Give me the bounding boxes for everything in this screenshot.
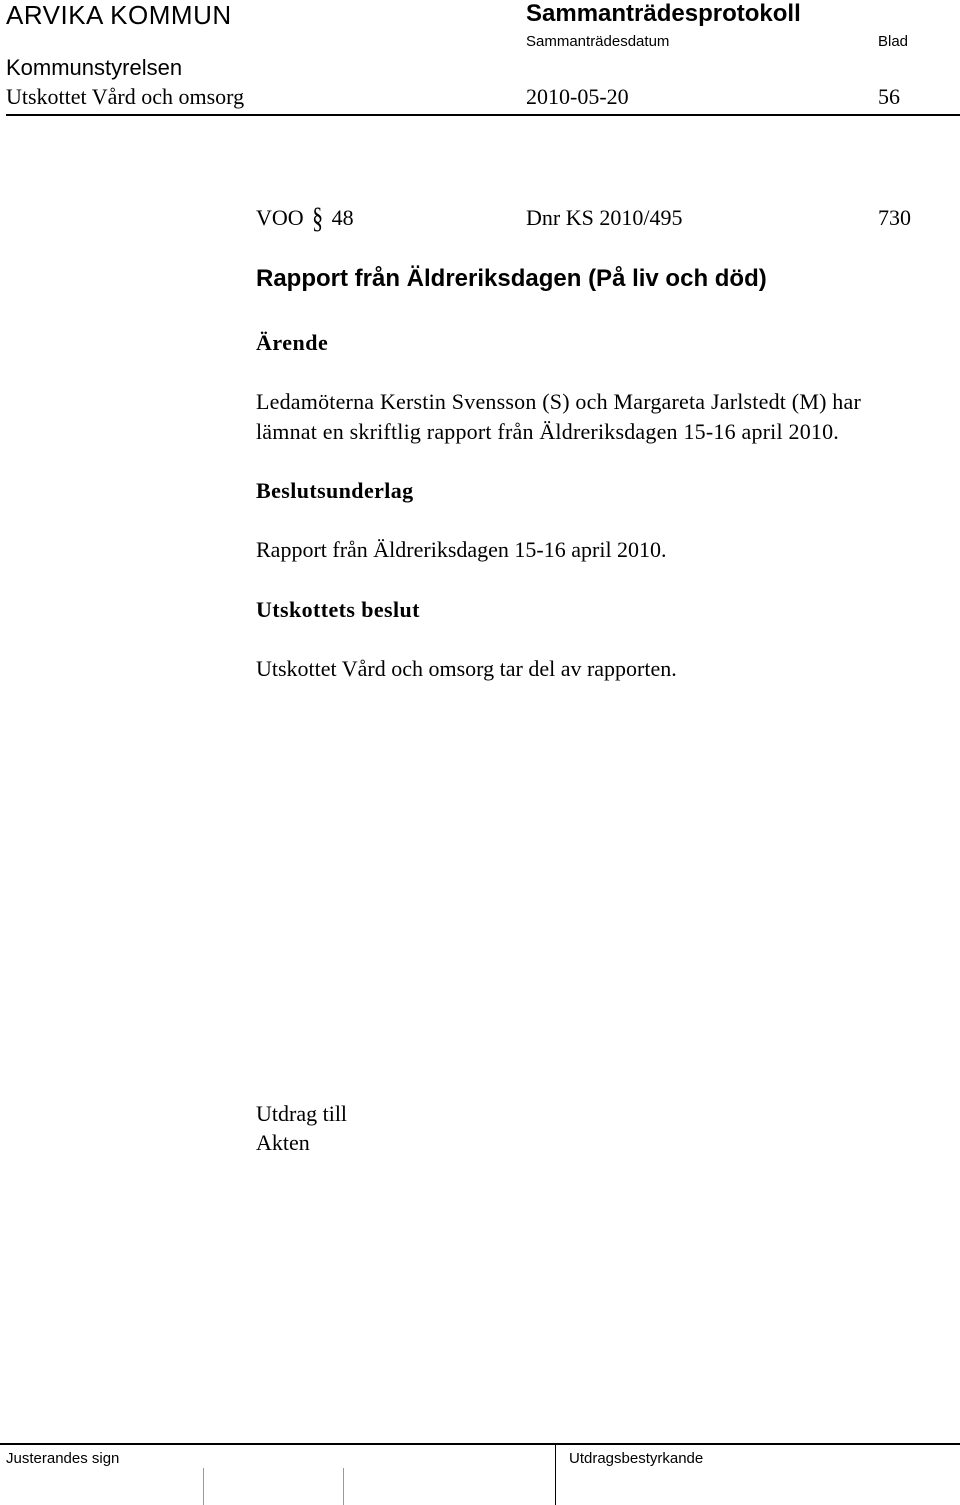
doc-type: Sammanträdesprotokoll <box>526 0 801 27</box>
header-divider <box>6 114 960 116</box>
page-label: Blad <box>878 33 909 50</box>
utdrag-till-label: Utdrag till <box>256 1101 348 1126</box>
arende-text-line1: Ledamöterna Kerstin Svensson (S) och Margareta Jarlstedt (M) har <box>256 389 861 414</box>
org-name: ARVIKA KOMMUN <box>6 0 232 30</box>
utdragsbestyrkande-label: Utdragsbestyrkande <box>569 1450 704 1467</box>
board-name: Kommunstyrelsen <box>6 55 183 80</box>
page-number: 56 <box>878 84 900 109</box>
signature-box-divider-2 <box>343 1468 344 1505</box>
arende-text-line2: lämnat en skriftlig rapport från Äldreriksdagen 15-16 april 2010. <box>256 419 840 444</box>
footer-divider <box>0 1443 960 1445</box>
utdrag-recipient: Akten <box>256 1130 310 1155</box>
diary-number: Dnr KS 2010/495 <box>526 205 683 230</box>
item-title: Rapport från Äldreriksdagen (På liv och död) <box>256 265 767 292</box>
section-symbol: § <box>312 200 324 235</box>
underlag-heading: Beslutsunderlag <box>256 478 414 503</box>
committee-name: Utskottet Vård och omsorg <box>6 84 245 109</box>
item-prefix: VOO <box>256 205 304 230</box>
underlag-text: Rapport från Äldreriksdagen 15-16 april 2010. <box>256 537 667 562</box>
paragraph-ref <box>256 200 354 235</box>
meeting-date: 2010-05-20 <box>526 84 629 109</box>
date-label: Sammanträdesdatum <box>526 33 670 50</box>
footer-separator <box>555 1445 556 1505</box>
beslut-heading: Utskottets beslut <box>256 597 420 622</box>
paragraph-number: 48 <box>331 205 354 230</box>
justerandes-sign-label: Justerandes sign <box>6 1450 120 1467</box>
case-code: 730 <box>878 205 911 230</box>
arende-heading: Ärende <box>256 330 329 355</box>
signature-box-divider-1 <box>203 1468 204 1505</box>
beslut-text: Utskottet Vård och omsorg tar del av rapporten. <box>256 656 677 681</box>
